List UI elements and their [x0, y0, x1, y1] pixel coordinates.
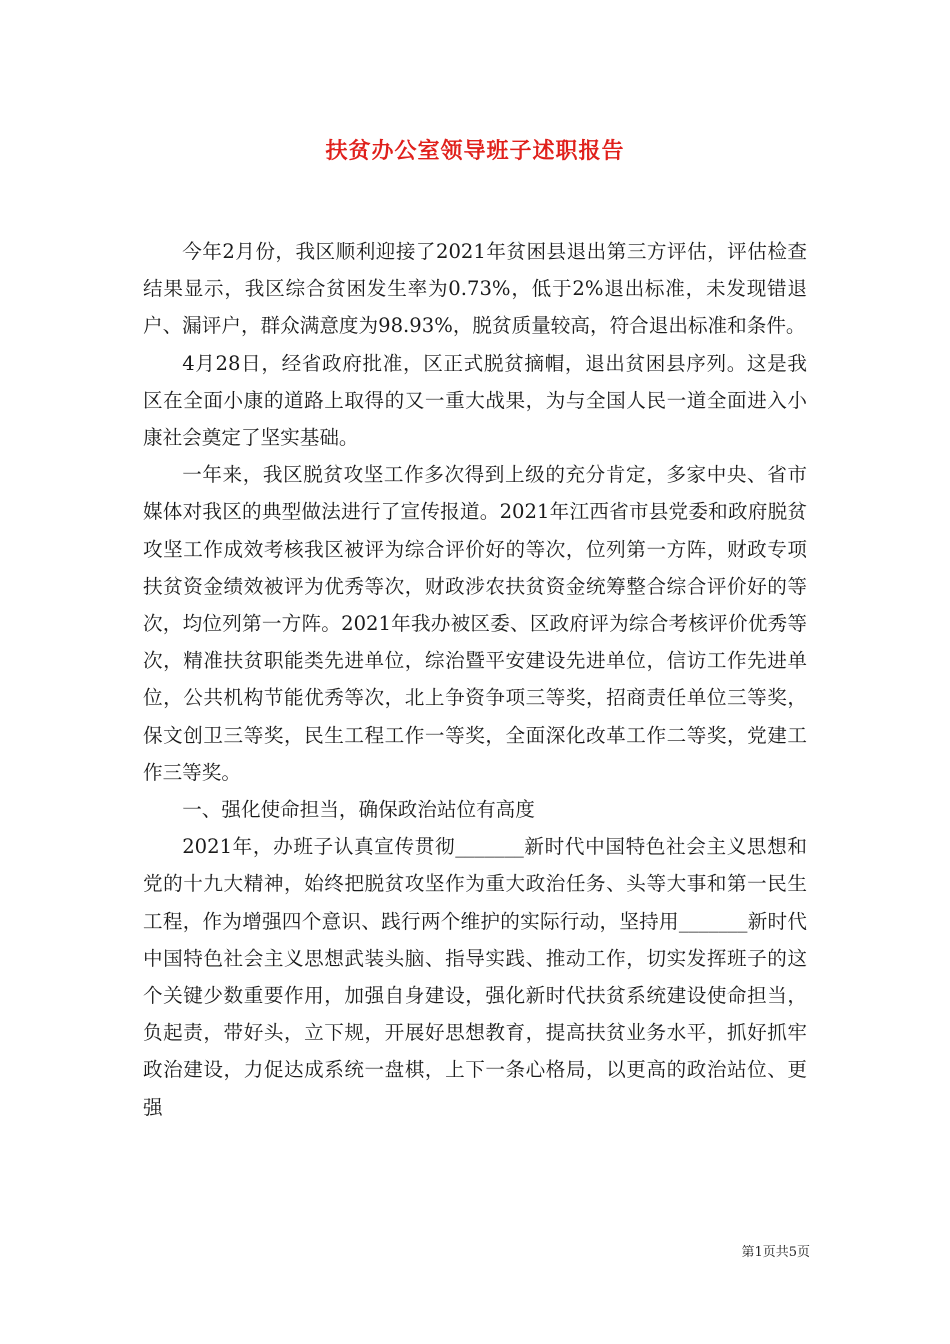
paragraph-approval: 4月28日，经省政府批准，区正式脱贫摘帽，退出贫困县序列。这是我区在全面小康的道路上取得的又一重大战果，为与全国人民一道全面进入小康社会奠定了坚实基础。: [143, 351, 807, 450]
section-heading-1: 一、强化使命担当，确保政治站位有高度: [182, 798, 535, 822]
paragraph-achievements: 一年来，我区脱贫攻坚工作多次得到上级的充分肯定，多家中央、省市媒体对我区的典型做法进行了宣传报道。2021年江西省市县党委和政府脱贫攻坚工作成效考核我区被评为综合评价好的等次，位列第一方阵，财政专项扶贫资金绩效被评为优秀等次，财政涉农扶贫资金统筹整合综合评价好的等次，均位列第一方阵。2021年我办被区委、区政府评为综合考核评价优秀等次，精准扶贫职能类先进单位，综治暨平安建设先进单位，信访工作先进单位，公共机构节能优秀等次，北上争资争项三等奖，招商责任单位三等奖，保文创卫三等奖，民生工程工作一等奖，全面深化改革工作二等奖，党建工作三等奖。: [143, 463, 807, 784]
paragraph-political-stance: 2021年，办班子认真宣传贯彻_______新时代中国特色社会主义思想和党的十九大精神，始终把脱贫攻坚作为重大政治任务、头等大事和第一民生工程，作为增强四个意识、践行两个维护的实际行动，坚持用_______新时代中国特色社会主义思想武装头脑、指导实践、推动工作，切实发挥班子的这个关键少数重要作用，加强自身建设，强化新时代扶贫系统建设使命担当，负起责，带好头，立下规，开展好思想教育，提高扶贫业务水平，抓好抓牢政治建设，力促达成系统一盘棋，上下一条心格局，以更高的政治站位、更强: [143, 835, 807, 1119]
document-body: [143, 233, 807, 1126]
document-title: 扶贫办公室领导班子述职报告: [325, 138, 625, 164]
paragraph-evaluation: 今年2月份，我区顺利迎接了2021年贫困县退出第三方评估，评估检查结果显示，我区综合贫困发生率为0.73%，低于2%退出标准，未发现错退户、漏评户，群众满意度为98.93%，脱贫质量较高，符合退出标准和条件。: [143, 240, 807, 338]
page-number: 第1页共5页: [741, 1245, 810, 1260]
